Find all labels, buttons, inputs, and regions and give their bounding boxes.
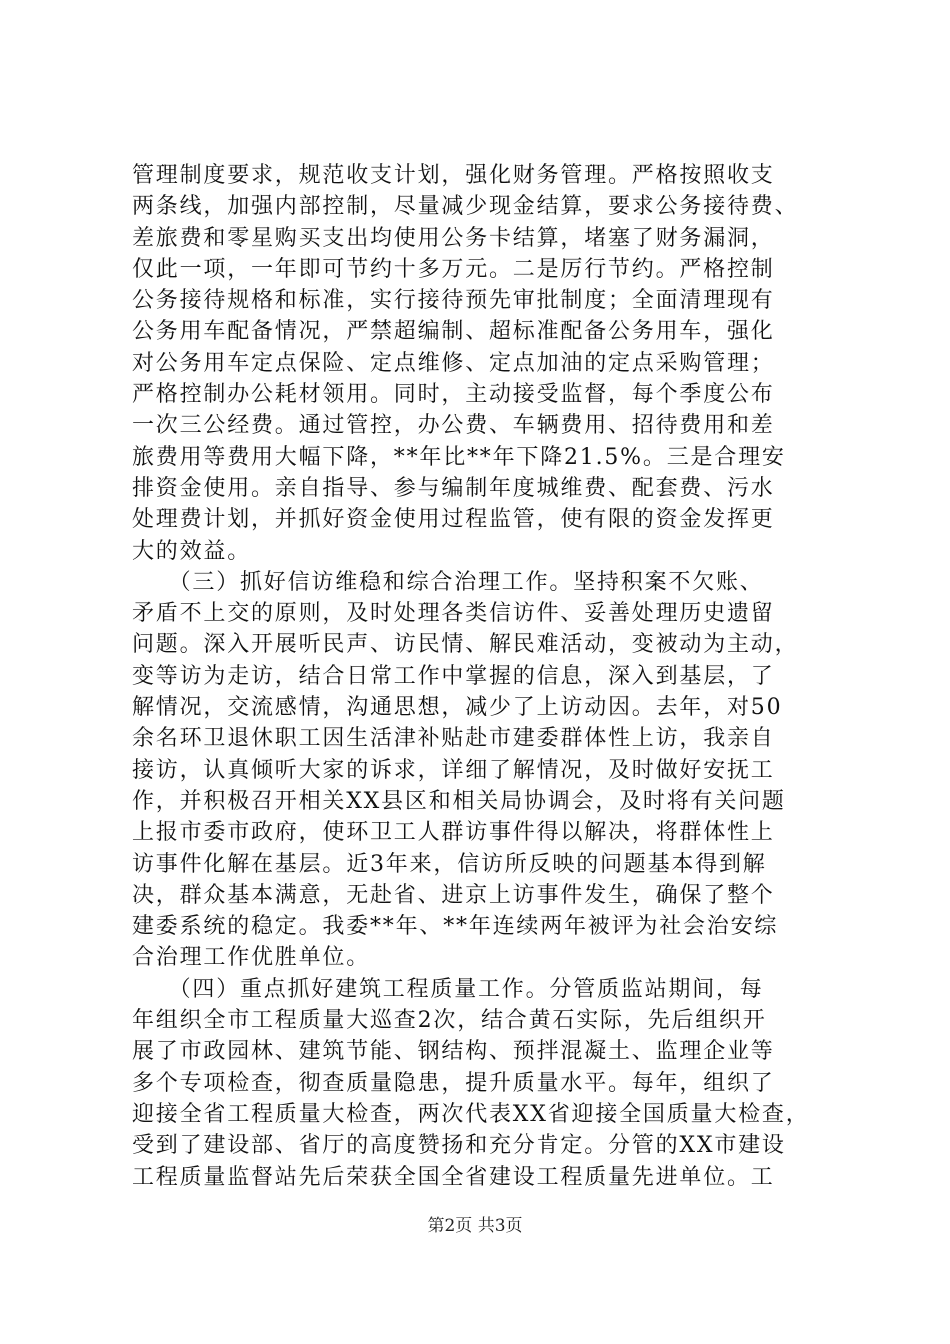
text-line: 合治理工作优胜单位。 [132,945,371,971]
text-line: 建委系统的稳定。我委**年、**年连续两年被评为社会治安综 [132,914,779,940]
text-line: 多个专项检查，彻查质量隐患，提升质量水平。每年，组织了 [132,1070,775,1096]
text-line: 问题。深入开展听民声、访民情、解民难活动，变被动为主动， [132,632,799,658]
text-line: 接访，认真倾听大家的诉求，详细了解情况，及时做好安抚工 [132,757,775,783]
page-footer: 第2页 共3页 [427,1216,523,1236]
text-line: 访事件化解在基层。近3年来，信访所反映的问题基本得到解 [132,851,767,877]
text-line: （四）重点抓好建筑工程质量工作。分管质监站期间，每 [132,976,764,1002]
text-line: 矛盾不上交的原则，及时处理各类信访件、妥善处理历史遗留 [132,601,775,627]
text-line: 处理费计划，并抓好资金使用过程监管，使有限的资金发挥更 [132,507,775,533]
text-line: 旅费用等费用大幅下降，**年比**年下降21.5%。三是合理安 [132,444,786,470]
text-line: 对公务用车定点保险、定点维修、定点加油的定点采购管理； [132,350,775,376]
text-line: 变等访为走访，结合日常工作中掌握的信息，深入到基层，了 [132,663,775,689]
text-line: 严格控制办公耗材领用。同时，主动接受监督，每个季度公布 [132,382,775,408]
text-line: 解情况，交流感情，沟通思想，减少了上访动因。去年，对50 [132,695,783,721]
text-line: 决，群众基本满意，无赴省、进京上访事件发生，确保了整个 [132,882,775,908]
text-line: 差旅费和零星购买支出均使用公务卡结算，堵塞了财务漏洞， [132,225,775,251]
text-line: 两条线，加强内部控制，尽量减少现金结算，要求公务接待费、 [132,194,799,220]
text-line: 展了市政园林、建筑节能、钢结构、预拌混凝土、监理企业等 [132,1039,775,1065]
text-line: 上报市委市政府，使环卫工人群访事件得以解决，将群体性上 [132,820,775,846]
text-line: 公务用车配备情况，严禁超编制、超标准配备公务用车，强化 [132,319,775,345]
document-body [132,160,832,1193]
text-line: 公务接待规格和标准，实行接待预先审批制度；全面清理现有 [132,288,775,314]
text-line: 仅此一项，一年即可节约十多万元。二是厉行节约。严格控制 [132,256,775,282]
text-line: 管理制度要求，规范收支计划，强化财务管理。严格按照收支 [132,163,775,188]
text-line: 年组织全市工程质量大巡查2次，结合黄石实际，先后组织开 [132,1008,767,1034]
text-line: 一次三公经费。通过管控，办公费、车辆费用、招待费用和差 [132,413,775,439]
text-line: 余名环卫退休职工因生活津补贴赴市建委群体性上访，我亲自 [132,726,775,752]
text-line: 工程质量监督站先后荣获全国全省建设工程质量先进单位。工 [132,1164,775,1190]
text-line: 排资金使用。亲自指导、参与编制年度城维费、配套费、污水 [132,475,775,501]
text-line: 作，并积极召开相关XX县区和相关局协调会，及时将有关问题 [132,788,786,814]
text-line: 受到了建设部、省厅的高度赞扬和充分肯定。分管的XX市建设 [132,1133,786,1159]
text-line: 大的效益。 [132,538,252,564]
text-line: （三）抓好信访维稳和综合治理工作。坚持积案不欠账、 [132,569,764,595]
text-line: 迎接全省工程质量大检查，两次代表XX省迎接全国质量大检查， [132,1101,810,1127]
